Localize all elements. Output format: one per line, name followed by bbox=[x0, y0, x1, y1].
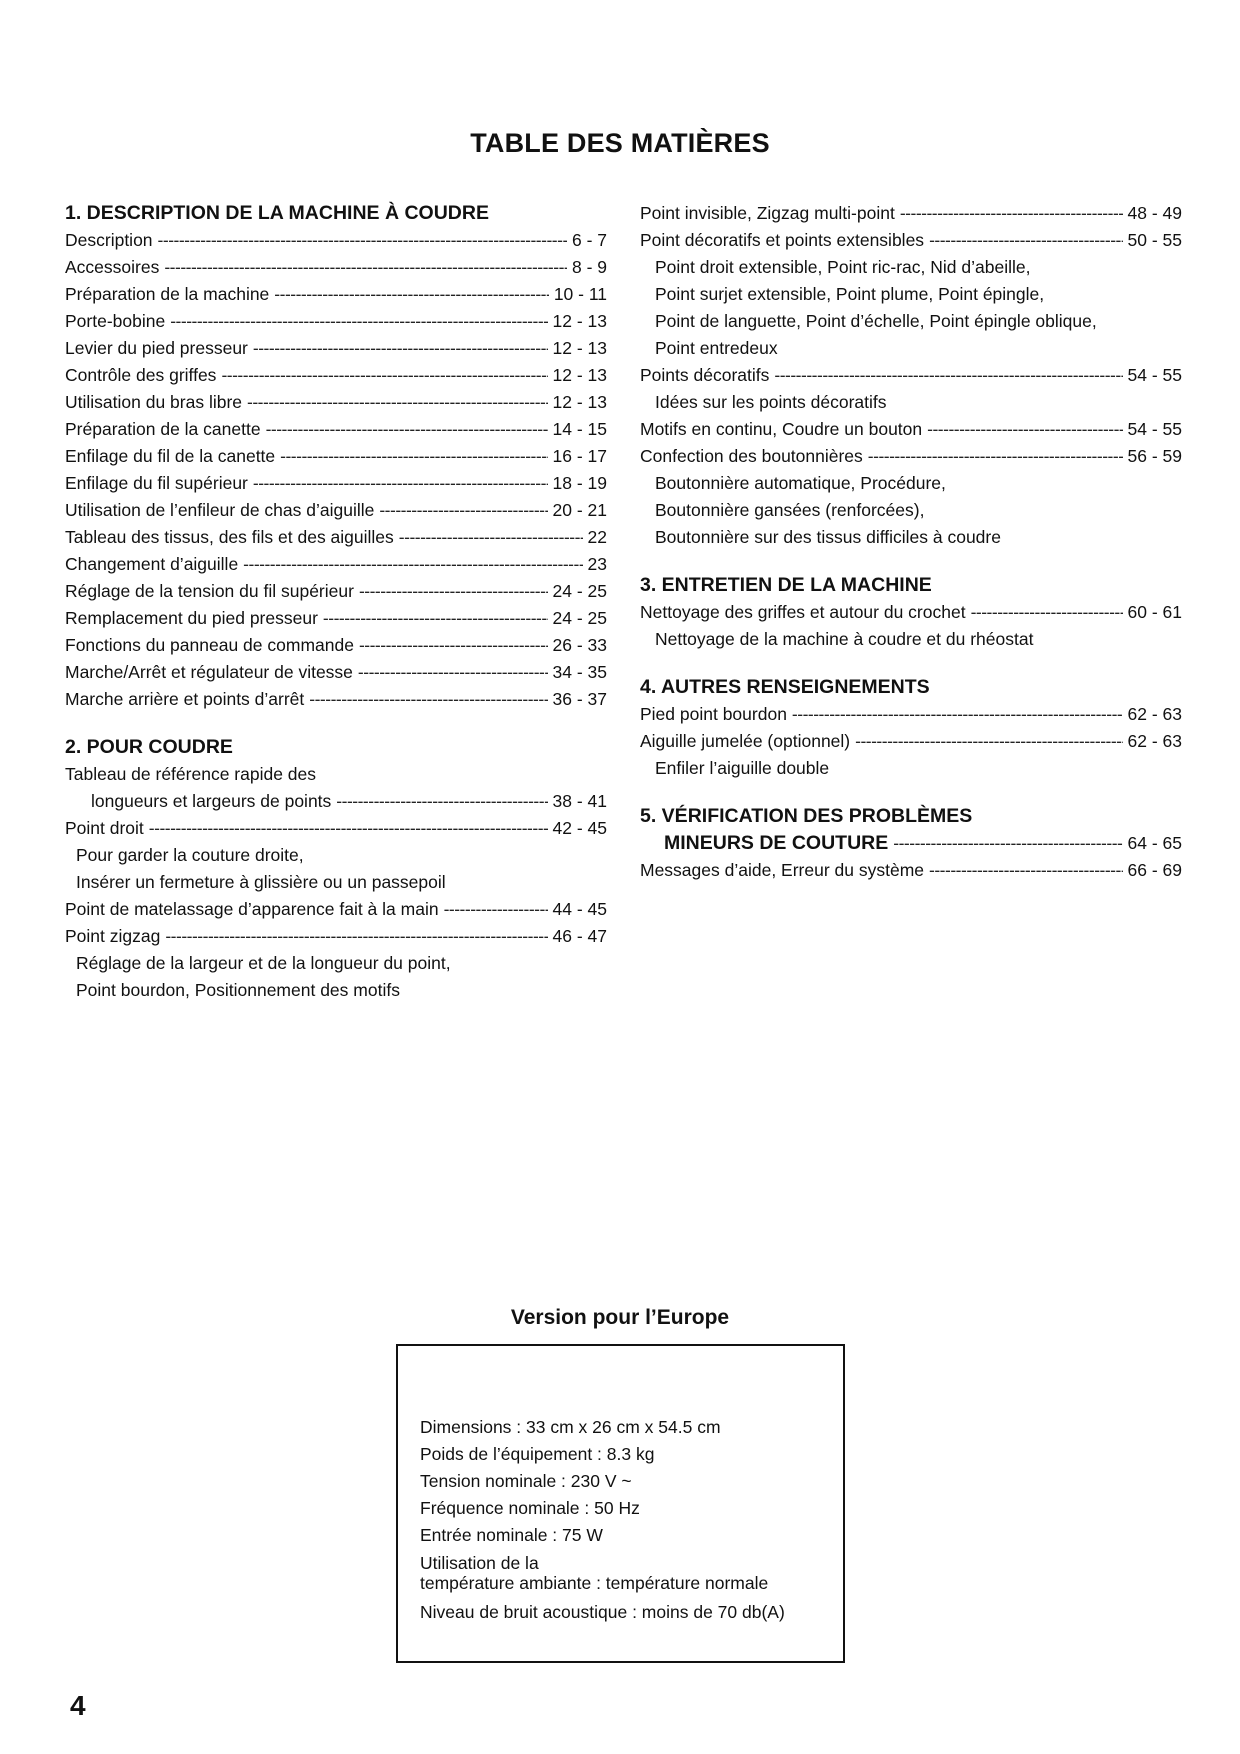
leader-dots bbox=[309, 686, 547, 713]
toc-entry-label: Contrôle des griffes bbox=[65, 365, 217, 385]
toc-subentry: Idées sur les points décoratifs bbox=[655, 392, 887, 412]
toc-entry[interactable] bbox=[65, 632, 607, 659]
toc-entry[interactable] bbox=[65, 470, 607, 497]
toc-entry-label: Fonctions du panneau de commande bbox=[65, 635, 354, 655]
toc-entry[interactable] bbox=[65, 815, 607, 842]
toc-entry-label: Point de matelassage d’apparence fait à la main bbox=[65, 899, 439, 919]
toc-entry-label: Marche/Arrêt et régulateur de vitesse bbox=[65, 662, 353, 682]
leader-dots bbox=[336, 788, 547, 815]
leader-dots bbox=[323, 605, 548, 632]
toc-entry-label: Pied point bourdon bbox=[640, 704, 787, 724]
toc-entry[interactable] bbox=[65, 335, 607, 362]
toc-right-column bbox=[640, 200, 1182, 905]
toc-entry-label: Utilisation de l’enfileur de chas d’aiguille bbox=[65, 500, 375, 520]
toc-entry[interactable] bbox=[65, 605, 607, 632]
spec-voltage: Tension nominale : 230 V ~ bbox=[420, 1471, 632, 1491]
section-heading-continued: MINEURS DE COUTURE bbox=[664, 832, 889, 854]
leader-dots bbox=[164, 254, 567, 281]
toc-entry-pages: 62 - 63 bbox=[1127, 704, 1182, 724]
leader-dots bbox=[266, 416, 548, 443]
toc-entry-label: Tableau des tissus, des fils et des aiguilles bbox=[65, 527, 394, 547]
toc-entry-pages: 12 - 13 bbox=[552, 311, 607, 331]
leader-dots bbox=[165, 923, 547, 950]
toc-subentry: Point droit extensible, Point ric-rac, Nid d’abeille, bbox=[655, 257, 1031, 277]
toc-entry-pages: 66 - 69 bbox=[1127, 860, 1182, 880]
toc-entry-label: Levier du pied presseur bbox=[65, 338, 248, 358]
toc-entry[interactable] bbox=[65, 362, 607, 389]
leader-dots bbox=[158, 227, 567, 254]
toc-subentry: Pour garder la couture droite, bbox=[76, 845, 304, 865]
toc-entry-label: longueurs et largeurs de points bbox=[91, 791, 332, 811]
toc-entry-pages: 38 - 41 bbox=[552, 791, 607, 811]
toc-entry[interactable] bbox=[640, 443, 1182, 470]
toc-entry[interactable] bbox=[65, 659, 607, 686]
toc-subentry: Nettoyage de la machine à coudre et du rhéostat bbox=[655, 629, 1034, 649]
toc-entry-label: Description bbox=[65, 230, 153, 250]
page-title: TABLE DES MATIÈRES bbox=[470, 128, 770, 158]
toc-entry[interactable] bbox=[65, 443, 607, 470]
toc-entry-label: Marche arrière et points d’arrêt bbox=[65, 689, 305, 709]
toc-entry-pages: 46 - 47 bbox=[552, 926, 607, 946]
leader-dots bbox=[929, 857, 1122, 884]
spec-noise-level: Niveau de bruit acoustique : moins de 70 db(A) bbox=[420, 1602, 785, 1622]
page-number: 4 bbox=[70, 1690, 86, 1721]
spec-frequency: Fréquence nominale : 50 Hz bbox=[420, 1498, 640, 1518]
toc-entry[interactable] bbox=[640, 362, 1182, 389]
leader-dots bbox=[243, 551, 582, 578]
spec-dimensions: Dimensions : 33 cm x 26 cm x 54.5 cm bbox=[420, 1417, 721, 1437]
toc-entry-label: Point droit bbox=[65, 818, 144, 838]
toc-entry-label: Porte-bobine bbox=[65, 311, 166, 331]
spec-weight: Poids de l’équipement : 8.3 kg bbox=[420, 1444, 655, 1464]
toc-entry-pages: 44 - 45 bbox=[552, 899, 607, 919]
toc-entry-pages: 54 - 55 bbox=[1127, 419, 1182, 439]
spec-ambient-temperature bbox=[420, 1549, 840, 1599]
section-heading: 3. ENTRETIEN DE LA MACHINE bbox=[640, 574, 932, 596]
toc-entry[interactable] bbox=[640, 227, 1182, 254]
toc-entry-pages: 42 - 45 bbox=[552, 818, 607, 838]
toc-entry-pages: 24 - 25 bbox=[552, 581, 607, 601]
toc-entry-pages: 36 - 37 bbox=[552, 689, 607, 709]
toc-entry[interactable] bbox=[65, 308, 607, 335]
toc-section-5 bbox=[640, 803, 1182, 884]
toc-section-3 bbox=[640, 572, 1182, 653]
toc-entry-label: Accessoires bbox=[65, 257, 160, 277]
toc-entry[interactable] bbox=[65, 896, 607, 923]
toc-entry-label: Messages d’aide, Erreur du système bbox=[640, 860, 925, 880]
section-heading: 4. AUTRES RENSEIGNEMENTS bbox=[640, 676, 930, 698]
leader-dots bbox=[792, 701, 1123, 728]
toc-subentry: Réglage de la largeur et de la longueur du point, bbox=[76, 953, 451, 973]
toc-entry[interactable] bbox=[640, 701, 1182, 728]
version-heading: Version pour l’Europe bbox=[510, 1306, 730, 1329]
toc-subentry: Point de languette, Point d’échelle, Point épingle oblique, bbox=[655, 311, 1097, 331]
leader-dots bbox=[280, 443, 547, 470]
toc-entry[interactable] bbox=[640, 728, 1182, 755]
toc-entry-pages: 8 - 9 bbox=[571, 257, 607, 277]
toc-entry-label: Changement d’aiguille bbox=[65, 554, 239, 574]
section-heading: 5. VÉRIFICATION DES PROBLÈMES bbox=[640, 805, 973, 827]
toc-subentry: Boutonnière gansées (renforcées), bbox=[655, 500, 925, 520]
leader-dots bbox=[900, 200, 1123, 227]
toc-entry[interactable] bbox=[640, 830, 1182, 857]
toc-entry[interactable] bbox=[65, 254, 607, 281]
toc-entry-pages: 22 bbox=[587, 527, 607, 547]
section-heading: 2. POUR COUDRE bbox=[65, 736, 233, 758]
toc-entry-label: Points décoratifs bbox=[640, 365, 770, 385]
leader-dots bbox=[247, 389, 547, 416]
toc-entry[interactable] bbox=[65, 389, 607, 416]
toc-entry[interactable] bbox=[65, 416, 607, 443]
toc-entry-pages: 62 - 63 bbox=[1127, 731, 1182, 751]
toc-entry-label: Point décoratifs et points extensibles bbox=[640, 230, 925, 250]
toc-section-2-continued bbox=[640, 200, 1182, 551]
toc-subentry: Insérer un fermeture à glissière ou un passepoil bbox=[76, 872, 446, 892]
leader-dots bbox=[774, 362, 1122, 389]
specifications-box bbox=[396, 1344, 845, 1663]
leader-dots bbox=[379, 497, 547, 524]
toc-entry[interactable] bbox=[65, 686, 607, 713]
toc-subentry: Point surjet extensible, Point plume, Point épingle, bbox=[655, 284, 1045, 304]
toc-entry-label: Aiguille jumelée (optionnel) bbox=[640, 731, 851, 751]
leader-dots bbox=[253, 335, 548, 362]
toc-entry-pages: 12 - 13 bbox=[552, 338, 607, 358]
toc-entry-pages: 26 - 33 bbox=[552, 635, 607, 655]
toc-entry-pages: 12 - 13 bbox=[552, 392, 607, 412]
toc-entry[interactable] bbox=[640, 599, 1182, 626]
spec-line: Utilisation de la bbox=[420, 1553, 539, 1573]
toc-subentry: Point bourdon, Positionnement des motifs bbox=[76, 980, 400, 1000]
toc-subentry: Boutonnière automatique, Procédure, bbox=[655, 473, 946, 493]
toc-entry-pages: 54 - 55 bbox=[1127, 365, 1182, 385]
leader-dots bbox=[927, 416, 1122, 443]
toc-entry-pages: 24 - 25 bbox=[552, 608, 607, 628]
leader-dots bbox=[170, 308, 547, 335]
toc-entry-list bbox=[65, 227, 607, 713]
leader-dots bbox=[399, 524, 583, 551]
toc-entry[interactable] bbox=[65, 578, 607, 605]
toc-entry-label: Remplacement du pied presseur bbox=[65, 608, 318, 628]
leader-dots bbox=[149, 815, 548, 842]
toc-entry-label: Enfilage du fil de la canette bbox=[65, 446, 276, 466]
leader-dots bbox=[855, 728, 1122, 755]
toc-entry[interactable] bbox=[640, 857, 1182, 884]
leader-dots bbox=[868, 443, 1123, 470]
toc-entry-pages: 6 - 7 bbox=[571, 230, 607, 250]
toc-entry-pages: 10 - 11 bbox=[553, 284, 607, 304]
specifications-list bbox=[420, 1414, 840, 1626]
leader-dots bbox=[359, 578, 548, 605]
toc-entry-label: Nettoyage des griffes et autour du crochet bbox=[640, 602, 966, 622]
toc-entry[interactable] bbox=[640, 200, 1182, 227]
toc-subentry: Boutonnière sur des tissus difficiles à coudre bbox=[655, 527, 1001, 547]
toc-left-column bbox=[65, 200, 607, 1025]
toc-entry-pages: 14 - 15 bbox=[552, 419, 607, 439]
spec-input-power: Entrée nominale : 75 W bbox=[420, 1525, 603, 1545]
toc-entry-pages: 12 - 13 bbox=[552, 365, 607, 385]
toc-entry-label: Préparation de la machine bbox=[65, 284, 270, 304]
toc-entry-label: Enfilage du fil supérieur bbox=[65, 473, 248, 493]
toc-entry-pages: 23 bbox=[587, 554, 607, 574]
toc-entry[interactable] bbox=[640, 416, 1182, 443]
toc-entry-pages: 34 - 35 bbox=[552, 662, 607, 682]
toc-entry-text: Tableau de référence rapide des bbox=[65, 764, 317, 784]
leader-dots bbox=[971, 599, 1123, 626]
toc-entry-pages: 60 - 61 bbox=[1127, 602, 1182, 622]
toc-entry-pages: 50 - 55 bbox=[1127, 230, 1182, 250]
leader-dots bbox=[221, 362, 547, 389]
leader-dots bbox=[893, 830, 1122, 857]
toc-entry[interactable] bbox=[65, 551, 607, 578]
toc-entry[interactable] bbox=[65, 281, 607, 308]
toc-section-2 bbox=[65, 734, 607, 1004]
toc-entry-pages: 16 - 17 bbox=[552, 446, 607, 466]
toc-section-4 bbox=[640, 674, 1182, 782]
toc-entry[interactable] bbox=[65, 227, 607, 254]
toc-entry-pages: 64 - 65 bbox=[1127, 833, 1182, 853]
toc-entry-label: Réglage de la tension du fil supérieur bbox=[65, 581, 354, 601]
toc-entry-label: Point invisible, Zigzag multi-point bbox=[640, 203, 895, 223]
toc-section-1 bbox=[65, 200, 607, 713]
section-heading: 1. DESCRIPTION DE LA MACHINE À COUDRE bbox=[65, 202, 489, 224]
leader-dots bbox=[358, 659, 548, 686]
toc-entry-pages: 48 - 49 bbox=[1127, 203, 1182, 223]
toc-entry[interactable] bbox=[65, 788, 607, 815]
toc-entry-label: Point zigzag bbox=[65, 926, 161, 946]
toc-entry-pages: 18 - 19 bbox=[552, 473, 607, 493]
leader-dots bbox=[359, 632, 548, 659]
toc-entry-label: Utilisation du bras libre bbox=[65, 392, 243, 412]
toc-subentry: Enfiler l’aiguille double bbox=[655, 758, 830, 778]
toc-entry-pages: 20 - 21 bbox=[552, 500, 607, 520]
spec-line: température ambiante : température normale bbox=[420, 1573, 769, 1593]
toc-entry-pages: 56 - 59 bbox=[1127, 446, 1182, 466]
toc-entry-label: Préparation de la canette bbox=[65, 419, 261, 439]
toc-entry-label: Confection des boutonnières bbox=[640, 446, 863, 466]
toc-entry[interactable] bbox=[65, 497, 607, 524]
leader-dots bbox=[444, 896, 548, 923]
leader-dots bbox=[253, 470, 548, 497]
toc-subentry: Point entredeux bbox=[655, 338, 778, 358]
leader-dots bbox=[274, 281, 549, 308]
toc-entry-label: Motifs en continu, Coudre un bouton bbox=[640, 419, 923, 439]
toc-entry[interactable] bbox=[65, 524, 607, 551]
toc-entry[interactable] bbox=[65, 923, 607, 950]
leader-dots bbox=[929, 227, 1122, 254]
